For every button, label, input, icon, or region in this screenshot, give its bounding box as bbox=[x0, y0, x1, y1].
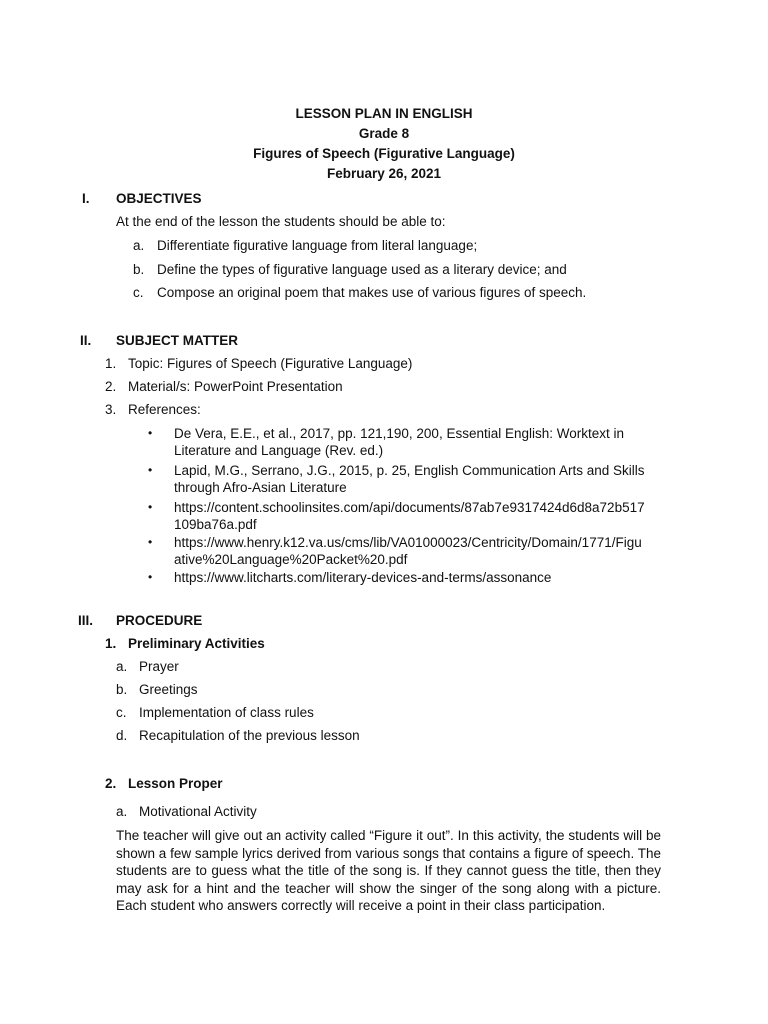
lesson-date: February 26, 2021 bbox=[326, 166, 442, 181]
reference-item: https://www.litcharts.com/literary-devices-and-terms/assonance bbox=[174, 570, 552, 585]
objective-item: Compose an original poem that makes use of various figures of speech. bbox=[157, 285, 587, 300]
subject-item-marker: 3. bbox=[105, 402, 117, 417]
subject-item: Material/s: PowerPoint Presentation bbox=[128, 379, 343, 394]
preliminary-item: Greetings bbox=[139, 682, 198, 697]
bullet-icon: • bbox=[148, 535, 153, 549]
objectives-numeral: I. bbox=[82, 191, 90, 206]
preliminary-item: Recapitulation of the previous lesson bbox=[139, 728, 360, 743]
procedure-numeral: III. bbox=[78, 613, 94, 628]
reference-item: https://www.henry.k12.va.us/cms/lib/VA01000023/Centricity/Domain/1771/Figu ative%20Language%20Packet%20.pdf bbox=[174, 535, 642, 567]
preliminary-item-marker: d. bbox=[116, 728, 128, 743]
motivational-heading: Motivational Activity bbox=[139, 804, 257, 819]
objective-marker: c. bbox=[133, 285, 144, 300]
objectives-intro: At the end of the lesson the students should be able to: bbox=[116, 214, 446, 229]
grade-label: Grade 8 bbox=[358, 126, 410, 141]
document-header bbox=[0, 104, 768, 184]
preliminary-marker: 1. bbox=[105, 636, 117, 651]
objective-item: Define the types of figurative language used as a literary device; and bbox=[157, 262, 567, 277]
subject-matter-numeral: II. bbox=[80, 333, 92, 348]
preliminary-item: Prayer bbox=[139, 659, 179, 674]
motivational-paragraph: The teacher will give out an activity called “Figure it out”. In this activity, the students will be shown a few sample lyrics derived from various songs that contains a figure of speech. The students are to guess what the title of the song is. If they cannot guess the title, then they may ask for a hint and the teacher will show the singer of the song along with a picture. Each student who answers correctly will receive a point in their class participation. bbox=[116, 828, 661, 914]
procedure-heading: PROCEDURE bbox=[116, 613, 203, 628]
lesson-proper-marker: 2. bbox=[105, 776, 117, 791]
bullet-icon: • bbox=[148, 463, 153, 477]
preliminary-item-marker: b. bbox=[116, 682, 128, 697]
objective-marker: a. bbox=[133, 238, 145, 253]
preliminary-item-marker: c. bbox=[116, 705, 127, 720]
subject-matter-heading: SUBJECT MATTER bbox=[116, 333, 239, 348]
bullet-icon: • bbox=[148, 426, 153, 440]
objective-item: Differentiate figurative language from literal language; bbox=[157, 238, 478, 253]
preliminary-item: Implementation of class rules bbox=[139, 705, 314, 720]
objective-marker: b. bbox=[133, 262, 145, 277]
lesson-proper-heading: Lesson Proper bbox=[128, 776, 223, 791]
reference-item: De Vera, E.E., et al., 2017, pp. 121,190, 200, Essential English: Worktext in Literature and Language (Rev. ed.) bbox=[174, 426, 625, 458]
subject-item-marker: 2. bbox=[105, 379, 117, 394]
reference-item: Lapid, M.G., Serrano, J.G., 2015, p. 25, English Communication Arts and Skills through Afro-Asian Literature bbox=[174, 463, 645, 495]
preliminary-item-marker: a. bbox=[116, 659, 128, 674]
motivational-marker: a. bbox=[116, 804, 128, 819]
subject-item-marker: 1. bbox=[105, 356, 117, 371]
subject-item: Topic: Figures of Speech (Figurative Language) bbox=[128, 356, 413, 371]
bullet-icon: • bbox=[148, 570, 153, 584]
subject-item: References: bbox=[128, 402, 201, 417]
lesson-topic: Figures of Speech (Figurative Language) bbox=[253, 146, 515, 161]
reference-item: https://content.schoolinsites.com/api/documents/87ab7e9317424d6d8a72b517 109ba76a.pdf bbox=[174, 500, 645, 532]
document-title: LESSON PLAN IN ENGLISH bbox=[295, 106, 473, 121]
objectives-heading: OBJECTIVES bbox=[116, 191, 202, 206]
bullet-icon: • bbox=[148, 500, 153, 514]
preliminary-heading: Preliminary Activities bbox=[128, 636, 265, 651]
